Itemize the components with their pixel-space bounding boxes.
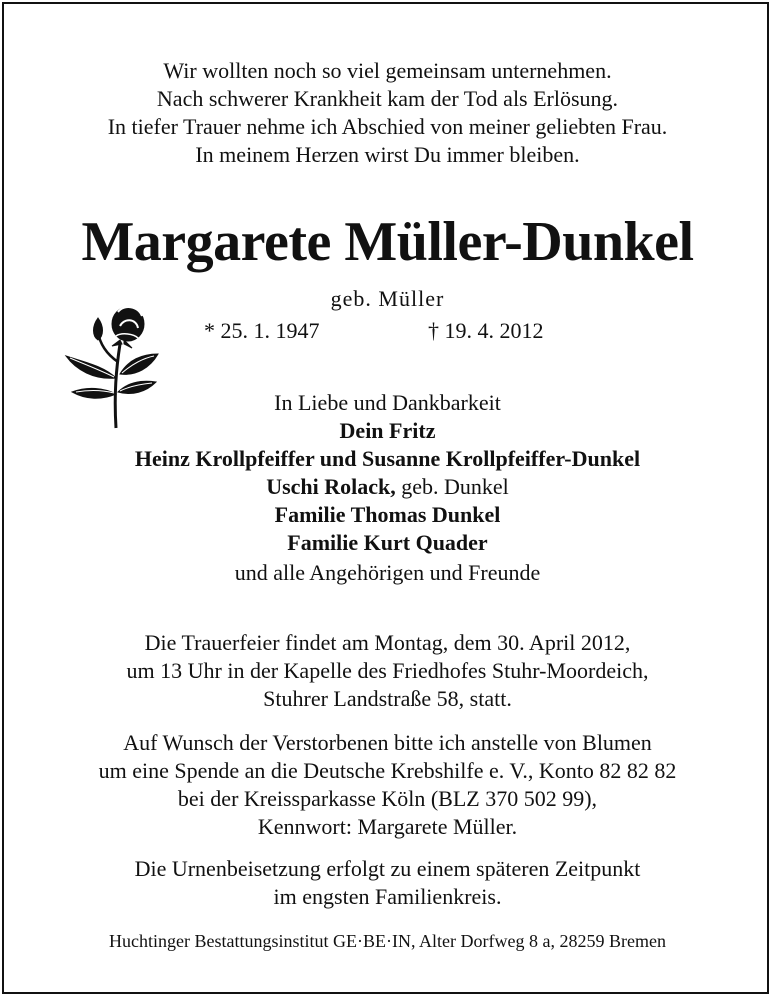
mourner-name: Uschi Rolack, xyxy=(266,474,396,499)
mourner-line xyxy=(0,474,775,500)
donation-line: um eine Spende an die Deutsche Krebshilfe e. V., Konto 82 82 82 xyxy=(98,758,677,783)
ceremony-line: Die Trauerfeier findet am Montag, dem 30. April 2012, xyxy=(144,630,631,655)
urn-line: Die Urnenbeisetzung erfolgt zu einem späteren Zeitpunkt xyxy=(134,856,641,881)
poem-line: In meinem Herzen wirst Du immer bleiben. xyxy=(195,142,580,167)
donation-line: bei der Kreissparkasse Köln (BLZ 370 502 99), xyxy=(177,786,598,811)
mourner-line: Familie Thomas Dunkel xyxy=(274,502,501,527)
funeral-home-footer: Huchtinger Bestattungsinstitut GE·BE·IN, Alter Dorfweg 8 a, 28259 Bremen xyxy=(109,931,666,951)
mourner-line: Dein Fritz xyxy=(339,418,436,443)
poem-line: Nach schwerer Krankheit kam der Tod als Erlösung. xyxy=(156,86,619,111)
donation-line: Auf Wunsch der Verstorbenen bitte ich anstelle von Blumen xyxy=(123,730,652,755)
urn-line: im engsten Familienkreis. xyxy=(273,884,502,909)
poem-line: Wir wollten noch so viel gemeinsam unternehmen. xyxy=(163,58,612,83)
mourner-line: Familie Kurt Quader xyxy=(287,530,488,555)
ceremony-line: Stuhrer Landstraße 58, statt. xyxy=(263,686,512,711)
mourners-intro: In Liebe und Dankbarkeit xyxy=(274,390,501,415)
mourner-birth-name: geb. Dunkel xyxy=(395,474,509,499)
poem-line: In tiefer Trauer nehme ich Abschied von meiner geliebten Frau. xyxy=(107,114,668,139)
mourner-line: Heinz Krollpfeiffer und Susanne Krollpfeiffer-Dunkel xyxy=(134,446,641,471)
mourner-line: und alle Angehörigen und Freunde xyxy=(234,560,541,585)
death-date: † 19. 4. 2012 xyxy=(428,318,544,343)
birth-name: geb. Müller xyxy=(330,286,445,311)
birth-date: * 25. 1. 1947 xyxy=(204,318,320,343)
deceased-name: Margarete Müller-Dunkel xyxy=(81,211,694,273)
ceremony-line: um 13 Uhr in der Kapelle des Friedhofes Stuhr-Moordeich, xyxy=(126,658,649,683)
donation-line: Kennwort: Margarete Müller. xyxy=(257,814,518,839)
